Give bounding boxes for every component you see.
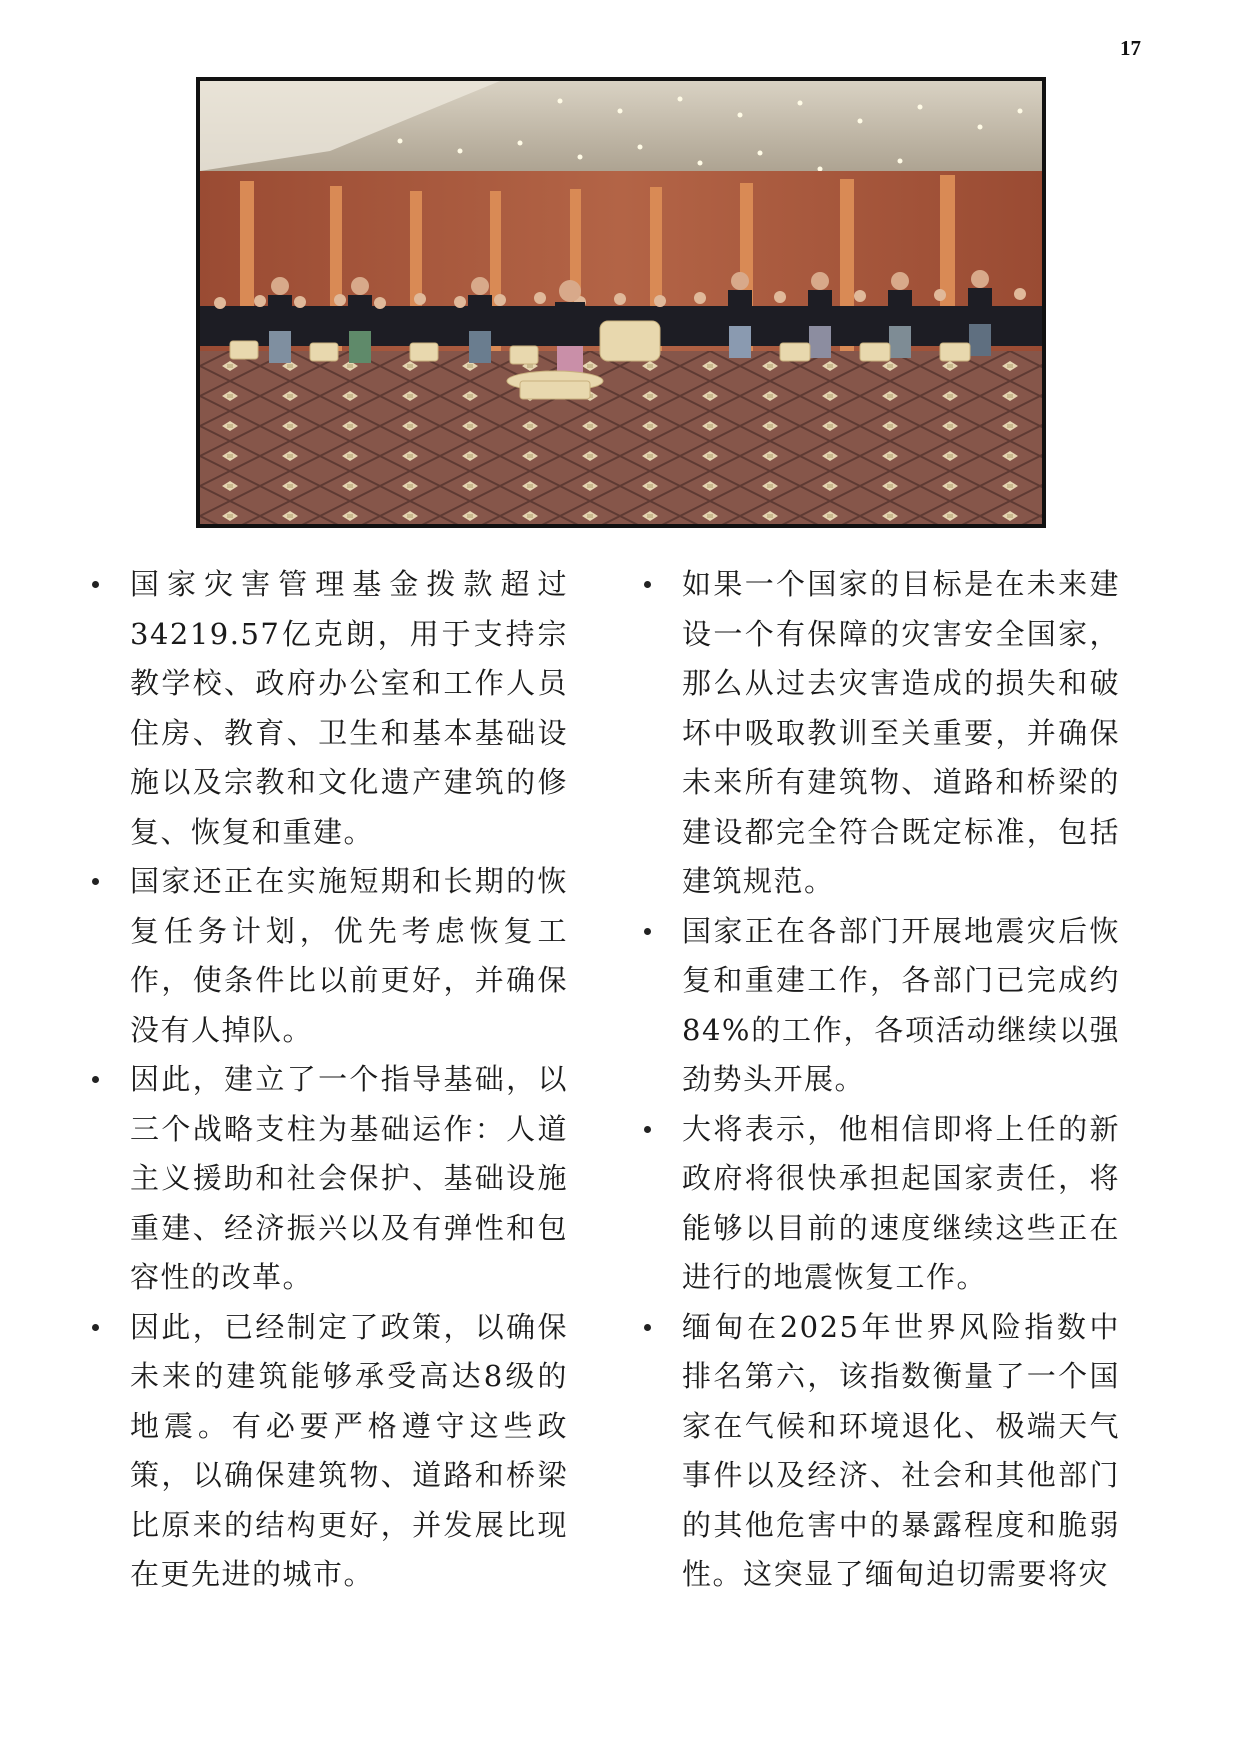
bullet-icon	[92, 581, 99, 588]
list-item-text: 因此，已经制定了政策，以确保未来的建筑能够承受高达8级的地震。有必要严格遵守这些政策，以确保建筑物、道路和桥梁比原来的结构更好，并发展比现在更先进的城市。	[130, 1309, 568, 1591]
bullet-icon	[92, 1324, 99, 1331]
list-item	[640, 907, 1120, 1105]
list-item-text: 大将表示，他相信即将上任的新政府将很快承担起国家责任，将能够以目前的速度继续这些正在进行的地震恢复工作。	[682, 1111, 1120, 1294]
bullet-icon	[644, 1324, 651, 1331]
list-item	[640, 560, 1120, 907]
list-item	[640, 1303, 1120, 1600]
list-item	[88, 560, 568, 857]
list-item-text: 国家灾害管理基金拨款超过34219.57亿克朗，用于支持宗教学校、政府办公室和工作人员住房、教育、卫生和基本基础设施以及宗教和文化遗产建筑的修复、恢复和重建。	[130, 567, 568, 849]
list-item	[88, 1055, 568, 1303]
list-item-text: 因此，建立了一个指导基础，以三个战略支柱为基础运作：人道主义援助和社会保护、基础设施重建、经济振兴以及有弹性和包容性的改革。	[130, 1062, 568, 1294]
bullet-icon	[644, 928, 651, 935]
right-bullet-list	[640, 560, 1120, 1600]
list-item	[88, 1303, 568, 1600]
bullet-icon	[92, 1076, 99, 1083]
list-item-text: 缅甸在2025年世界风险指数中排名第六，该指数衡量了一个国家在气候和环境退化、极端天气事件以及经济、社会和其他部门的其他危害中的暴露程度和脆弱性。这突显了缅甸迫切需要将灾	[682, 1309, 1120, 1591]
left-column	[88, 560, 568, 1600]
photo-illustration	[200, 81, 1042, 524]
list-item-text: 国家正在各部门开展地震灾后恢复和重建工作，各部门已完成约84%的工作，各项活动继续以强劲势头开展。	[682, 913, 1120, 1096]
bullet-icon	[644, 581, 651, 588]
bullet-icon	[92, 878, 99, 885]
list-item-text: 国家还正在实施短期和长期的恢复任务计划，优先考虑恢复工作，使条件比以前更好，并确保没有人掉队。	[130, 864, 568, 1047]
list-item	[640, 1105, 1120, 1303]
right-column	[640, 560, 1120, 1600]
ceremony-hall-photo	[196, 77, 1046, 528]
page-number: 17	[1120, 36, 1141, 60]
list-item	[88, 857, 568, 1055]
bullet-icon	[644, 1126, 651, 1133]
left-bullet-list	[88, 560, 568, 1600]
list-item-text: 如果一个国家的目标是在未来建设一个有保障的灾害安全国家，那么从过去灾害造成的损失和破坏中吸取教训至关重要，并确保未来所有建筑物、道路和桥梁的建设都完全符合既定标准，包括建筑规范。	[682, 567, 1120, 898]
